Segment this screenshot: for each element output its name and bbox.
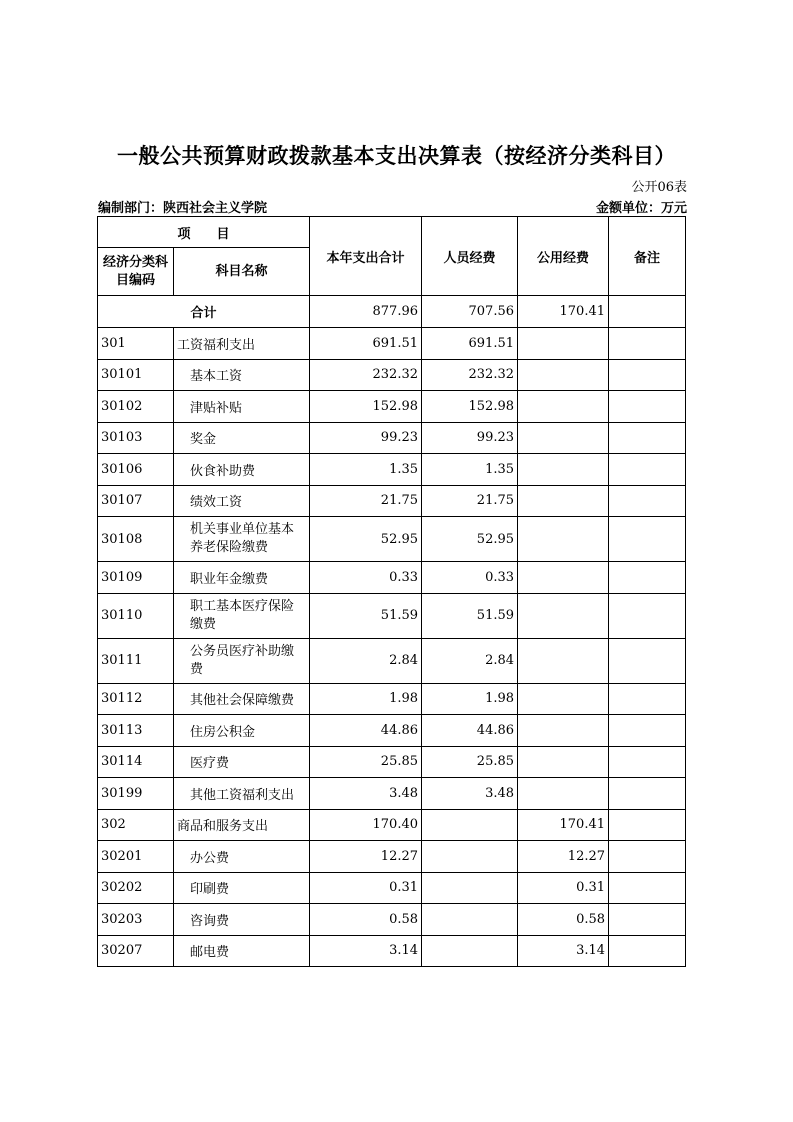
row-name: 伙食补助费 [174, 454, 310, 486]
row-name: 邮电费 [174, 935, 310, 967]
table-row [98, 935, 686, 967]
row-public [518, 746, 609, 778]
row-personnel [422, 935, 518, 967]
row-name: 职工基本医疗保险缴费 [174, 593, 310, 638]
row-name: 其他工资福利支出 [174, 778, 310, 810]
row-note [609, 904, 686, 936]
row-public [518, 359, 609, 391]
row-public [518, 517, 609, 562]
row-name: 机关事业单位基本养老保险缴费 [174, 517, 310, 562]
header-name: 科目名称 [174, 248, 310, 296]
row-code: 30114 [98, 746, 174, 778]
department-label: 编制部门：陕西社会主义学院 [98, 201, 268, 216]
row-name: 职业年金缴费 [174, 562, 310, 594]
row-personnel: 0.33 [422, 562, 518, 594]
table-row [98, 454, 686, 486]
row-total: 99.23 [310, 422, 422, 454]
total-personnel: 707.56 [422, 296, 518, 328]
row-note [609, 841, 686, 873]
header-total: 本年支出合计 [310, 217, 422, 296]
row-personnel: 52.95 [422, 517, 518, 562]
row-code: 30103 [98, 422, 174, 454]
table-row [98, 746, 686, 778]
row-code: 30113 [98, 715, 174, 747]
row-public [518, 328, 609, 360]
row-total: 170.40 [310, 809, 422, 841]
row-name: 津贴补贴 [174, 391, 310, 423]
row-public [518, 778, 609, 810]
row-note [609, 935, 686, 967]
row-code: 30110 [98, 593, 174, 638]
row-code: 30207 [98, 935, 174, 967]
header-public: 公用经费 [518, 217, 609, 296]
row-public [518, 454, 609, 486]
row-public [518, 422, 609, 454]
row-name: 办公费 [174, 841, 310, 873]
unit-label: 金额单位：万元 [595, 201, 687, 216]
row-note [609, 517, 686, 562]
row-note [609, 485, 686, 517]
table-row [98, 841, 686, 873]
table-row [98, 485, 686, 517]
row-personnel: 691.51 [422, 328, 518, 360]
table-row [98, 638, 686, 683]
page-title: 一般公共预算财政拨款基本支出决算表（按经济分类科目） [117, 144, 676, 168]
table-row [98, 359, 686, 391]
row-note [609, 778, 686, 810]
table-row [98, 872, 686, 904]
row-total: 3.14 [310, 935, 422, 967]
row-note [609, 638, 686, 683]
row-total: 3.48 [310, 778, 422, 810]
row-total: 21.75 [310, 485, 422, 517]
table-row [98, 778, 686, 810]
row-public: 170.41 [518, 809, 609, 841]
row-personnel [422, 904, 518, 936]
row-code: 30201 [98, 841, 174, 873]
row-personnel: 21.75 [422, 485, 518, 517]
row-public: 3.14 [518, 935, 609, 967]
row-total: 152.98 [310, 391, 422, 423]
row-note [609, 715, 686, 747]
row-public [518, 638, 609, 683]
row-total: 1.35 [310, 454, 422, 486]
row-public [518, 562, 609, 594]
row-name: 印刷费 [174, 872, 310, 904]
row-code: 30111 [98, 638, 174, 683]
row-total: 0.31 [310, 872, 422, 904]
row-personnel: 152.98 [422, 391, 518, 423]
row-name: 奖金 [174, 422, 310, 454]
row-note [609, 454, 686, 486]
expenditure-table [97, 216, 686, 967]
row-note [609, 872, 686, 904]
total-row [98, 296, 686, 328]
total-note [609, 296, 686, 328]
total-amount: 877.96 [310, 296, 422, 328]
form-number: 公开06表 [631, 180, 687, 195]
table-row [98, 328, 686, 360]
row-total: 12.27 [310, 841, 422, 873]
row-code: 30106 [98, 454, 174, 486]
row-code: 30109 [98, 562, 174, 594]
row-personnel: 51.59 [422, 593, 518, 638]
row-personnel: 1.98 [422, 683, 518, 715]
header-personnel: 人员经费 [422, 217, 518, 296]
row-total: 691.51 [310, 328, 422, 360]
row-total: 2.84 [310, 638, 422, 683]
row-note [609, 683, 686, 715]
row-note [609, 422, 686, 454]
row-code: 30101 [98, 359, 174, 391]
table-row [98, 809, 686, 841]
total-public: 170.41 [518, 296, 609, 328]
table-row [98, 517, 686, 562]
row-personnel: 25.85 [422, 746, 518, 778]
row-total: 25.85 [310, 746, 422, 778]
row-name: 咨询费 [174, 904, 310, 936]
row-note [609, 809, 686, 841]
row-personnel: 44.86 [422, 715, 518, 747]
row-total: 1.98 [310, 683, 422, 715]
row-note [609, 359, 686, 391]
row-code: 30108 [98, 517, 174, 562]
row-name: 医疗费 [174, 746, 310, 778]
row-code: 30102 [98, 391, 174, 423]
table-row [98, 391, 686, 423]
row-name: 绩效工资 [174, 485, 310, 517]
header-note: 备注 [609, 217, 686, 296]
table-row [98, 422, 686, 454]
table-row [98, 904, 686, 936]
row-personnel: 3.48 [422, 778, 518, 810]
row-note [609, 328, 686, 360]
row-total: 232.32 [310, 359, 422, 391]
row-name: 工资福利支出 [174, 328, 310, 360]
row-personnel [422, 872, 518, 904]
row-personnel: 2.84 [422, 638, 518, 683]
row-name: 基本工资 [174, 359, 310, 391]
table-row [98, 562, 686, 594]
row-note [609, 562, 686, 594]
row-public: 0.58 [518, 904, 609, 936]
header-code: 经济分类科目编码 [98, 248, 174, 296]
row-total: 52.95 [310, 517, 422, 562]
row-total: 0.58 [310, 904, 422, 936]
row-personnel: 99.23 [422, 422, 518, 454]
row-name: 商品和服务支出 [174, 809, 310, 841]
header-item: 项 目 [98, 217, 310, 248]
total-label: 合计 [98, 296, 310, 328]
row-code: 301 [98, 328, 174, 360]
row-code: 30112 [98, 683, 174, 715]
row-public: 12.27 [518, 841, 609, 873]
row-code: 30202 [98, 872, 174, 904]
row-public [518, 715, 609, 747]
row-public: 0.31 [518, 872, 609, 904]
row-public [518, 485, 609, 517]
row-public [518, 391, 609, 423]
table-row [98, 683, 686, 715]
row-code: 302 [98, 809, 174, 841]
row-personnel [422, 809, 518, 841]
row-code: 30107 [98, 485, 174, 517]
row-name: 公务员医疗补助缴费 [174, 638, 310, 683]
row-personnel: 1.35 [422, 454, 518, 486]
row-personnel: 232.32 [422, 359, 518, 391]
row-personnel [422, 841, 518, 873]
table-row [98, 593, 686, 638]
row-total: 0.33 [310, 562, 422, 594]
row-name: 住房公积金 [174, 715, 310, 747]
row-total: 44.86 [310, 715, 422, 747]
row-code: 30203 [98, 904, 174, 936]
row-public [518, 593, 609, 638]
table-row [98, 715, 686, 747]
row-code: 30199 [98, 778, 174, 810]
row-public [518, 683, 609, 715]
row-name: 其他社会保障缴费 [174, 683, 310, 715]
row-note [609, 391, 686, 423]
row-note [609, 593, 686, 638]
row-note [609, 746, 686, 778]
row-total: 51.59 [310, 593, 422, 638]
